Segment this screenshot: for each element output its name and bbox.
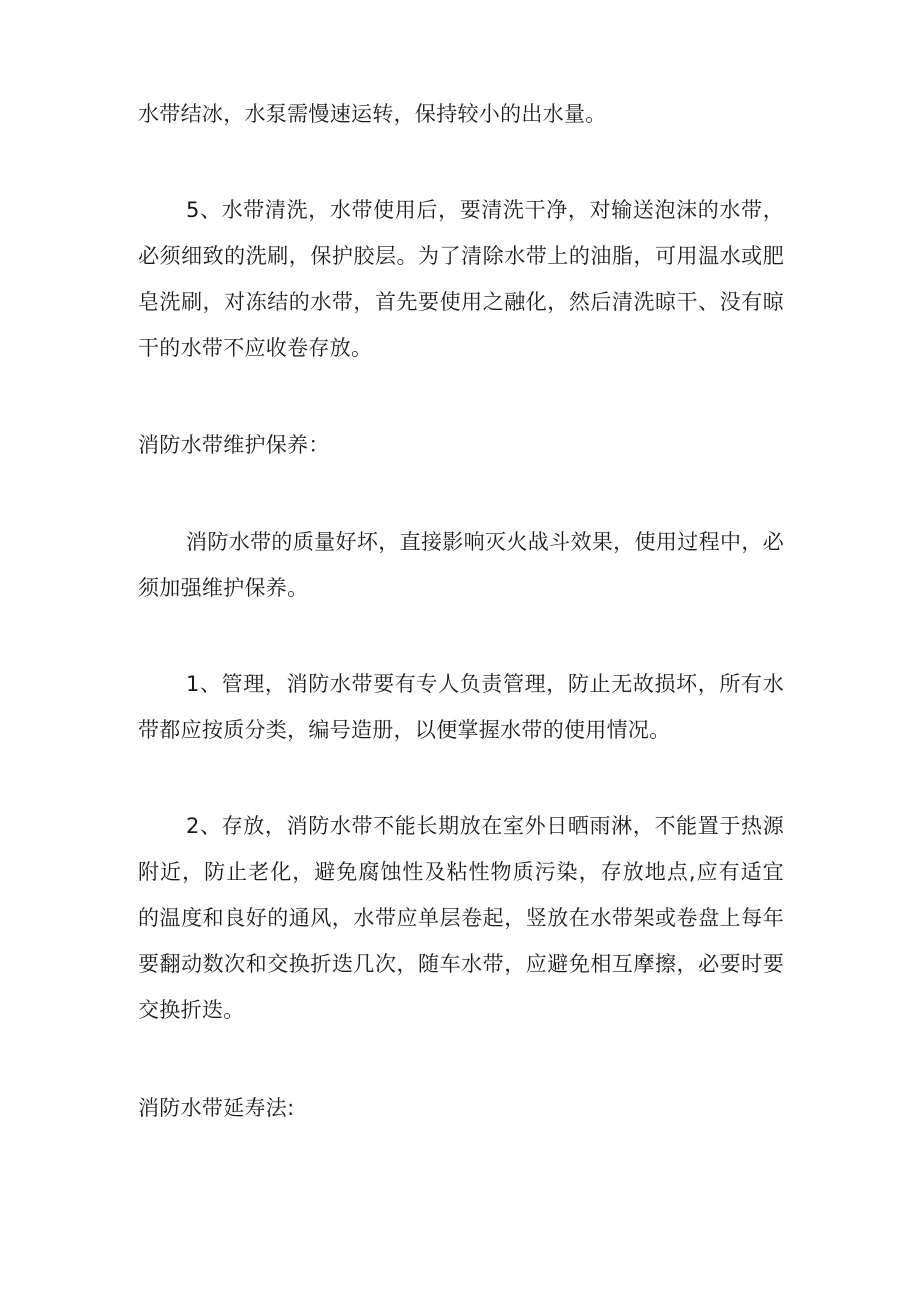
paragraph-line: 要翻动数次和交换折迭几次，随车水带，应避免相互摩擦，必要时要 bbox=[138, 952, 784, 976]
paragraph-line: 干的水带不应收卷存放。 bbox=[138, 336, 373, 360]
paragraph-line: 2、存放，消防水带不能长期放在室外日晒雨淋，不能置于热源 bbox=[186, 814, 784, 838]
paragraph-line: 必须细致的洗刷，保护胶层。为了清除水带上的油脂，可用温水或肥 bbox=[138, 244, 784, 268]
section-heading: 消防水带延寿法: bbox=[138, 1096, 295, 1120]
paragraph-line: 消防水带的质量好坏，直接影响灭火战斗效果，使用过程中，必 bbox=[186, 530, 784, 554]
paragraph-line: 附近，防止老化，避免腐蚀性及粘性物质污染，存放地点,应有适宜 bbox=[138, 860, 784, 884]
paragraph-line: 须加强维护保养。 bbox=[138, 576, 309, 600]
paragraph-line: 带都应按质分类，编号造册，以便掌握水带的使用情况。 bbox=[138, 718, 671, 742]
paragraph-line: 的温度和良好的通风，水带应单层卷起，竖放在水带架或卷盘上每年 bbox=[138, 906, 784, 930]
paragraph-line: 水带结冰，水泵需慢速运转，保持较小的出水量。 bbox=[138, 102, 607, 126]
paragraph-line: 1、管理，消防水带要有专人负责管理，防止无故损坏，所有水 bbox=[186, 672, 784, 696]
section-heading: 消防水带维护保养： bbox=[138, 433, 330, 457]
paragraph-line: 皂洗刷，对冻结的水带，首先要使用之融化，然后清洗晾干、没有晾 bbox=[138, 290, 784, 314]
paragraph-line: 5、水带清洗，水带使用后，要清洗干净，对输送泡沫的水带， bbox=[186, 198, 784, 222]
paragraph-line: 交换折迭。 bbox=[138, 998, 245, 1022]
